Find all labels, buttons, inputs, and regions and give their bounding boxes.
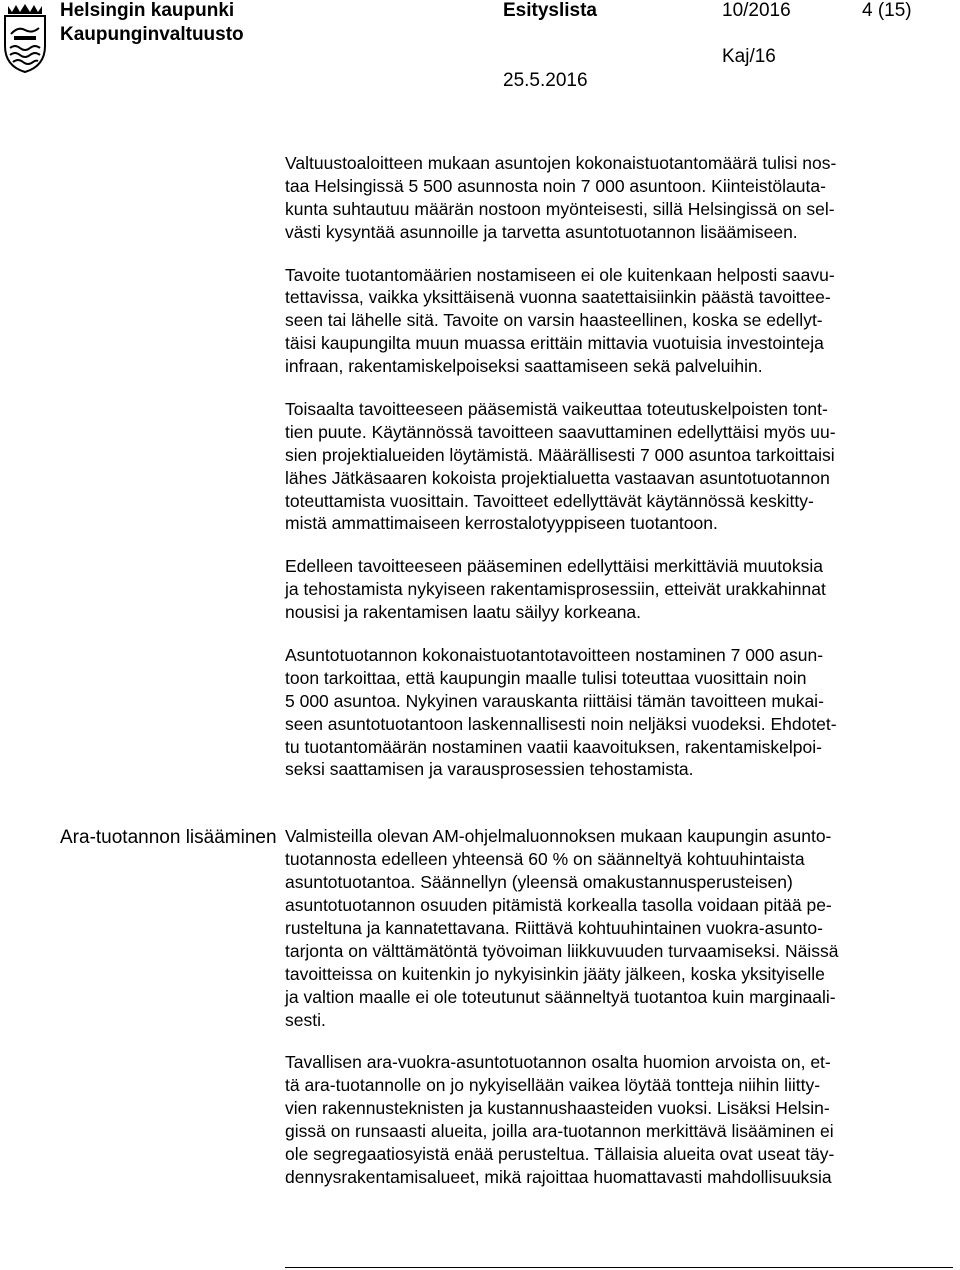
text-line: toteuttamista vuosittain. Tavoitteet edellyttävät käytännössä keskitty-: [285, 490, 814, 511]
text-line: dennysrakentamisalueet, mikä rajoittaa huomattavasti mahdollisuuksia: [285, 1166, 832, 1187]
text-line: mistä ammattimaiseen kerrostalotyyppiseen tuotantoon.: [285, 513, 718, 534]
text-line: ole segregaatiosyistä enää perusteltua. Tällaisia alueita ovat useat täy-: [285, 1143, 835, 1164]
text-line: sien projektialueiden löytämistä. Määrällisesti 7 000 asuntoa tarkoittaisi: [285, 444, 835, 465]
text-line: 5 000 asuntoa. Nykyinen varauskanta riittäisi tämän tavoitteen mukai-: [285, 690, 824, 711]
section-heading: Ara-tuotannon lisääminen: [60, 827, 277, 848]
text-line: västi kysyntää asunnoille ja tarvetta asuntotuotannon lisäämiseen.: [285, 221, 798, 242]
text-line: kunta suhtautuu määrän nostoon myönteisesti, sillä Helsingissä on sel-: [285, 198, 835, 219]
text-line: Asuntotuotannon kokonaistuotantotavoitteen nostaminen 7 000 asun-: [285, 645, 824, 666]
text-line: gissä on runsaasti alueita, joilla ara-tuotannon merkittävä lisääminen ei: [285, 1121, 834, 1142]
text-line: taa Helsingissä 5 500 asunnosta noin 7 000 asuntoon. Kiinteistölauta-: [285, 175, 826, 196]
text-line: Edelleen tavoitteeseen pääseminen edellyttäisi merkittäviä muutoksia: [285, 556, 823, 577]
text-line: infraan, rakentamiskelpoiseksi saattamiseen sekä palveluihin.: [285, 356, 763, 377]
text-line: asuntotuotannon osuuden pitämistä korkealla tasolla voidaan pitää pe-: [285, 895, 832, 916]
document-number: 10/2016: [722, 0, 791, 21]
paragraph: [285, 264, 953, 378]
body-text: [285, 152, 953, 1189]
text-line: tu tuotantomäärän nostaminen vaatii kaavoituksen, rakentamiskelpoi-: [285, 736, 822, 757]
text-line: vien rakennusteknisten ja kustannushaasteiden vuoksi. Lisäksi Helsin-: [285, 1098, 830, 1119]
paragraph: [285, 1051, 953, 1188]
text-line: seen asuntotuotantoon laskennallisesti noin neljäksi vuodeksi. Ehdotet-: [285, 713, 837, 734]
text-line: rusteltuna ja kannatettavana. Riittävä kohtuuhintainen vuokra-asunto-: [285, 917, 823, 938]
text-line: tien puute. Käytännössä tavoitteen saavuttaminen edellyttäisi myös uu-: [285, 421, 836, 442]
text-line: Tavoite tuotantomäärien nostamiseen ei ole kuitenkaan helposti saavu-: [285, 264, 835, 285]
helsinki-crest-logo: [2, 2, 48, 74]
text-line: lähes Jätkäsaaren kokoista projektialuetta vastaavan asuntotuotannon: [285, 467, 830, 488]
footer-rule: [285, 1267, 953, 1268]
organization-name: Helsingin kaupunki: [60, 0, 235, 21]
body-name: Kaupunginvaltuusto: [60, 24, 244, 45]
paragraph: [285, 398, 953, 535]
item-code: Kaj/16: [722, 46, 776, 67]
text-line: toon tarkoittaa, että kaupungin maalle tulisi toteuttaa vuosittain noin: [285, 667, 807, 688]
paragraph: [285, 555, 953, 624]
document-title: Esityslista: [503, 0, 597, 21]
text-line: tavoitteissa on kuitenkin jo nykyisinkin jääty jälkeen, koska yksityiselle: [285, 963, 825, 984]
text-line: Tavallisen ara-vuokra-asuntotuotannon osalta huomion arvoista on, et-: [285, 1052, 831, 1073]
text-line: tä ara-tuotannolle on jo nykyisellään vaikea löytää tontteja niihin liitty-: [285, 1075, 821, 1096]
text-line: Valtuustoaloitteen mukaan asuntojen kokonaistuotantomäärä tulisi nos-: [285, 153, 837, 173]
text-line: nousisi ja rakentamisen laatu säilyy korkeana.: [285, 602, 642, 623]
page-number: 4 (15): [862, 0, 912, 21]
text-line: seen tai lähelle sitä. Tavoite on varsin haasteellinen, koska se edellyt-: [285, 310, 823, 331]
document-date: 25.5.2016: [503, 70, 588, 91]
text-line: tettavissa, vaikka yksittäisenä vuonna saatettaisiinkin päästä tavoittee-: [285, 287, 831, 308]
text-line: Valmisteilla olevan AM-ohjelmaluonnoksen mukaan kaupungin asunto-: [285, 826, 832, 847]
text-line: ja valtion maalle ei ole toteutunut säänneltyä tuotantoa kuin marginaali-: [285, 986, 836, 1007]
text-line: ja tehostamista nykyiseen rakentamisprosessiin, etteivät urakkahinnat: [285, 579, 826, 600]
text-line: Toisaalta tavoitteeseen pääsemistä vaikeuttaa toteutuskelpoisten tont-: [285, 399, 828, 420]
text-line: tarjonta on välttämätöntä työvoiman liikkuvuuden turvaamiseksi. Näissä: [285, 940, 839, 961]
text-line: asuntotuotantoa. Säännellyn (yleensä omakustannusperusteisen): [285, 872, 793, 893]
text-line: tuotannosta edelleen yhteensä 60 % on säänneltyä kohtuuhintaista: [285, 849, 805, 870]
text-line: seksi saattamisen ja varausprosessien tehostamista.: [285, 759, 694, 780]
text-line: täisi kaupungilta muun muassa erittäin mittavia vuotuisia investointeja: [285, 333, 824, 354]
text-line: sesti.: [285, 1009, 326, 1030]
paragraph: [285, 152, 953, 244]
paragraph: [285, 825, 953, 1031]
paragraph: [285, 644, 953, 781]
